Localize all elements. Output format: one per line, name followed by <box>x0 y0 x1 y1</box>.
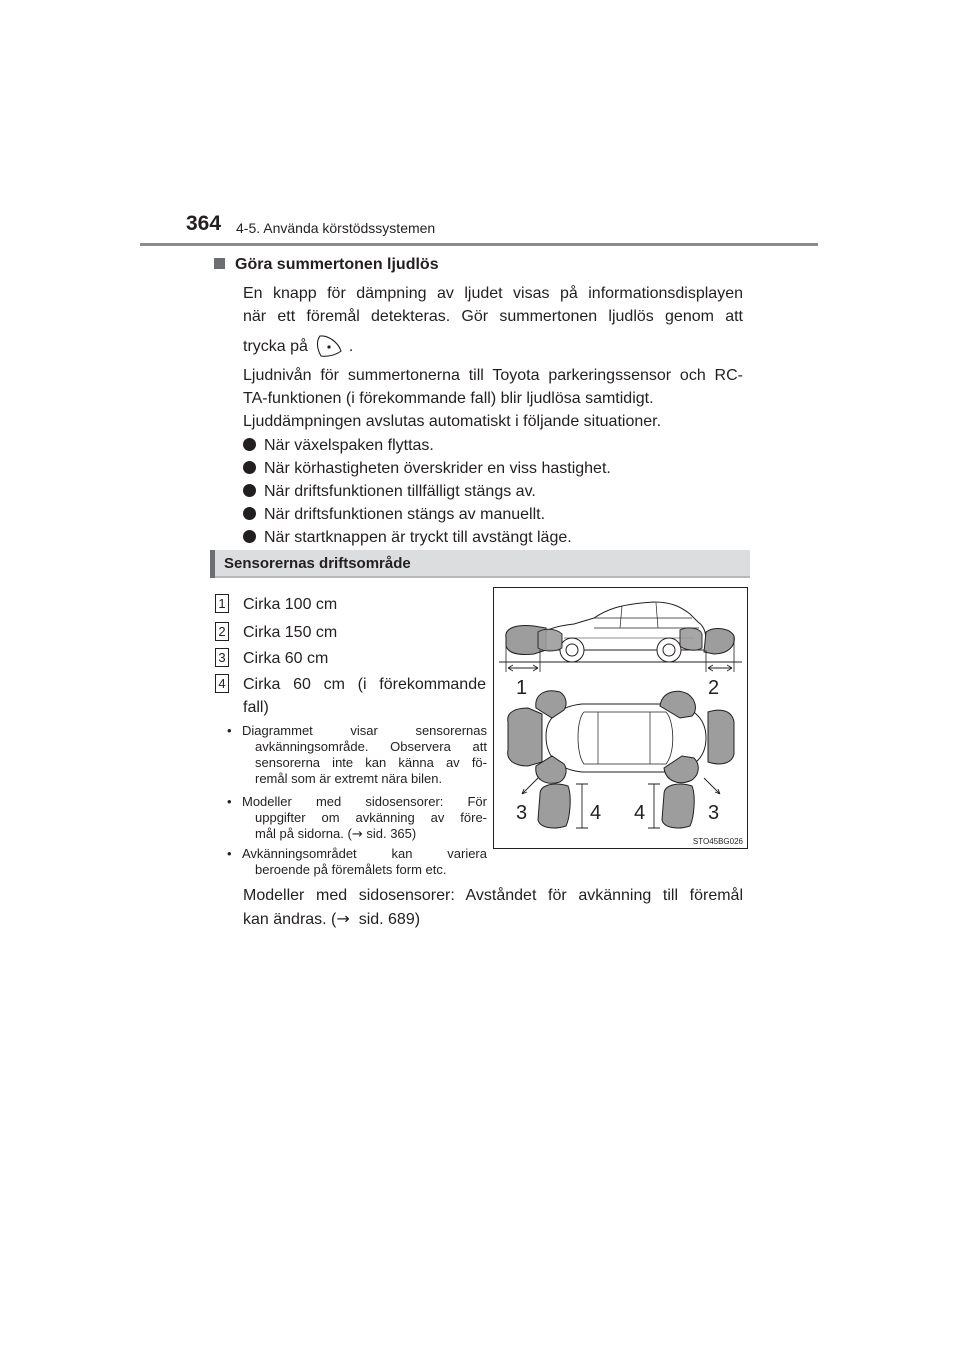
number-badge: 2 <box>215 622 229 641</box>
list-item: När driftsfunktionen stängs av manuellt. <box>243 503 545 526</box>
square-bullet-icon <box>214 258 225 269</box>
front-sensor-zone <box>538 629 562 651</box>
note-item: • Modeller med sidosensorer: För uppgifter om avkänning av före- mål på sidorna. (→ sid. 365) <box>227 794 487 842</box>
bullet-dot-icon <box>243 507 256 520</box>
figure-label: 3 <box>708 802 720 824</box>
range-item-text: Cirka 60 cm (i förekommande <box>243 676 486 693</box>
number-badge: 4 <box>215 674 229 693</box>
range-item-text: fall) <box>243 699 269 716</box>
list-item: När växelspaken flyttas. <box>243 434 434 457</box>
list-item: När startknappen är tryckt till avstängt läge. <box>243 526 572 549</box>
paragraph-text: trycka på <box>243 338 308 355</box>
side-sensor-zone <box>538 784 570 828</box>
note-item: • Avkänningsområdet kan variera beroende på föremålets form etc. <box>227 846 487 877</box>
rear-sensor-zone <box>708 710 734 764</box>
header-divider <box>140 243 818 246</box>
bullet-dot-icon <box>243 530 256 543</box>
range-item-text: Cirka 150 cm <box>243 624 338 641</box>
section-accent <box>210 550 215 578</box>
arrow-right-icon: → <box>336 909 350 928</box>
rear-sensor-zone <box>704 629 734 654</box>
figure-label: 3 <box>516 802 528 824</box>
note-item: • Diagrammet visar sensorernas avkänningsområde. Observera att sensorerna inte kan känna av fö- remål som är extremt nära bilen. <box>227 723 487 786</box>
side-sensor-zone <box>662 784 694 828</box>
arrow-right-icon: → <box>351 827 363 842</box>
section-title-text: Göra summertonen ljudlös <box>235 256 439 273</box>
sensor-range-figure <box>493 587 748 849</box>
bullet-dot-icon <box>243 484 256 497</box>
section-title-silence <box>214 256 439 274</box>
paragraph-line: Modeller med sidosensorer: Avståndet för avkänning till föremål <box>243 887 743 904</box>
figure-label: 4 <box>590 802 602 824</box>
paragraph-line: En knapp för dämpning av ljudet visas på informationsdisplayen <box>243 285 743 302</box>
list-item: När driftsfunktionen tillfälligt stängs av. <box>243 480 536 503</box>
figure-label: 2 <box>708 677 720 699</box>
figure-label: 4 <box>634 802 646 824</box>
section-header-bar <box>210 550 750 578</box>
sensor-range-diagram <box>494 588 747 848</box>
rear-sensor-zone <box>680 628 702 650</box>
bullet-dot-icon <box>243 461 256 474</box>
paragraph-line: TA-funktionen (i förekommande fall) blir ljudlösa samtidigt. <box>243 390 654 407</box>
number-badge: 3 <box>215 648 229 667</box>
mute-button-icon <box>314 333 344 359</box>
section-title-range: Sensorernas driftsområde <box>224 555 411 572</box>
list-item: När körhastigheten överskrider en viss hastighet. <box>243 457 611 480</box>
page-number: 364 <box>186 212 222 235</box>
paragraph-text: . <box>348 338 354 355</box>
paragraph-line: kan ändras. (→ sid. 689) <box>243 909 421 928</box>
paragraph-line: när ett föremål detekteras. Gör summertonen ljudlös genom att <box>243 308 743 325</box>
paragraph-line-with-icon <box>243 333 353 359</box>
front-sensor-zone <box>508 708 542 766</box>
number-badge: 1 <box>215 594 229 613</box>
paragraph-line: Ljuddämpningen avslutas automatiskt i följande situationer. <box>243 413 662 430</box>
range-item-text: Cirka 100 cm <box>243 596 338 613</box>
range-item-text: Cirka 60 cm <box>243 650 329 667</box>
paragraph-line: Ljudnivån för summertonerna till Toyota parkeringssensor och RC- <box>243 367 743 384</box>
figure-code: STO45BG026 <box>692 837 743 846</box>
bullet-dot-icon <box>243 438 256 451</box>
chapter-title: 4-5. Använda körstödssystemen <box>236 220 436 236</box>
figure-label: 1 <box>516 677 528 699</box>
